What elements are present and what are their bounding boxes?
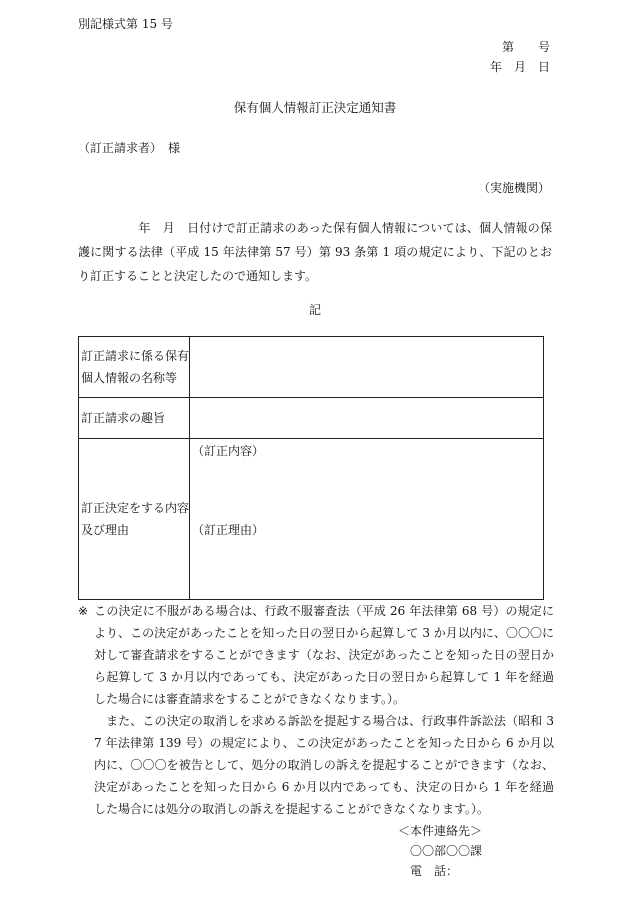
lawsuit-note: また、この決定の取消しを求める訴訟を提起する場合は、行政事件訴訟法（昭和 37 年法律第 139 号）の規定により、この決定があったことを知った日から 6 か月以内に、〇〇〇を被告として、処分の取消しの訴えを提起することができます（なお、決定があったことを知った日から 6 か月以内であっても、決定の日から 1 年を経過した場合には処分の取消しの訴えを提起することができなくなります。）。 xyxy=(94,714,554,816)
table-row xyxy=(79,337,544,398)
appeal-note xyxy=(78,600,554,710)
document-title: 保有個人情報訂正決定通知書 xyxy=(233,100,397,115)
notice-body-text: 年 月 日付けで訂正請求のあった保有個人情報については、個人情報の保護に関する法律（平成 15 年法律第 57 号）第 93 条第 1 項の規定により、下記のとおり訂正することと決定したので通知します。 xyxy=(78,221,552,283)
document-number: 第 号 xyxy=(501,40,550,54)
contact-block xyxy=(398,821,558,881)
document-date: 年 月 日 xyxy=(489,60,550,74)
label-request-purpose: 訂正請求の趣旨 xyxy=(79,398,190,439)
value-request-purpose xyxy=(190,398,544,439)
correction-reason-label: （訂正理由） xyxy=(192,523,265,537)
notes-section xyxy=(78,600,554,820)
table-row xyxy=(79,439,544,600)
correction-content-label: （訂正内容） xyxy=(192,444,265,458)
value-record-name xyxy=(190,337,544,398)
form-number: 別記様式第 15 号 xyxy=(78,17,173,31)
ki-heading: 記 xyxy=(308,303,321,317)
addressee: （訂正請求者） 様 xyxy=(78,141,181,155)
label-decision-content: 訂正決定をする内容及び理由 xyxy=(79,439,190,600)
label-record-name: 訂正請求に係る保有個人情報の名称等 xyxy=(79,337,190,398)
note-mark: ※ xyxy=(78,604,89,618)
contact-department: 〇〇部〇〇課 xyxy=(410,844,483,858)
correction-table xyxy=(78,336,544,600)
notice-body xyxy=(78,216,552,288)
table-row xyxy=(79,398,544,439)
appeal-note-text: この決定に不服がある場合は、行政不服審査法（平成 26 年法律第 68 号）の規定により、この決定があったことを知った日の翌日から起算して 3 か月以内に、〇〇〇に対して審査請求をすることができます（なお、決定があったことを知った日の翌日から起算して 3 か月以内であっても、決定があった日の翌日から起算して 1 年を経過した場合には審査請求をすることができなくなります。）。 xyxy=(94,604,554,706)
issuing-agency: （実施機関） xyxy=(477,181,550,195)
value-decision-content xyxy=(190,439,544,600)
contact-heading: ＜本件連絡先＞ xyxy=(398,824,483,838)
contact-phone: 電 話： xyxy=(410,864,459,878)
